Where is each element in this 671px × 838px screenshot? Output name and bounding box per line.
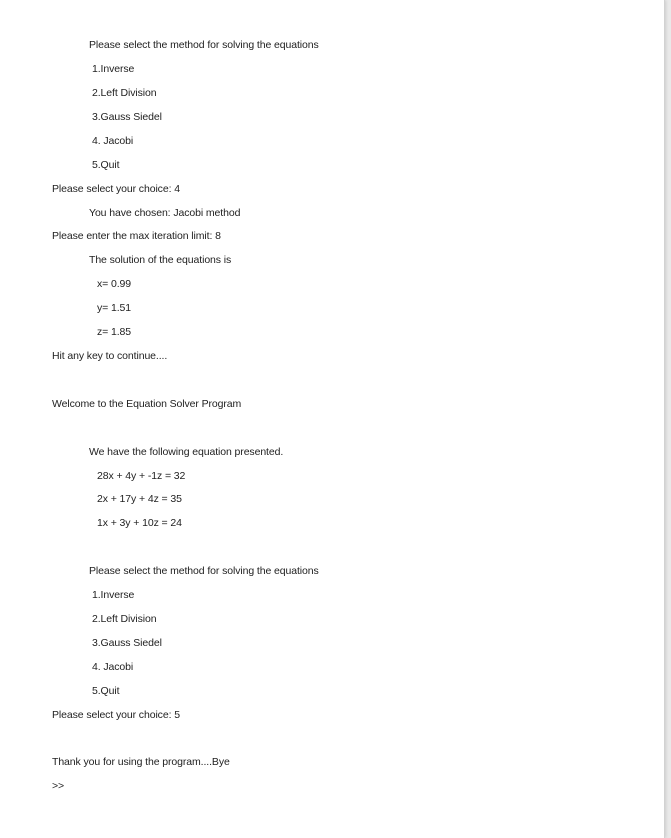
command-prompt: >> [52,780,65,792]
choice-line-2: Please select your choice: 5 [52,709,180,721]
solution-heading: The solution of the equations is [89,254,232,266]
welcome-line: Welcome to the Equation Solver Program [52,398,242,410]
menu-option-inverse-1: 1.Inverse [92,63,135,75]
menu-option-inverse-2: 1.Inverse [92,589,135,601]
continue-prompt: Hit any key to continue.... [52,350,168,362]
equation-3: 1x + 3y + 10z = 24 [97,517,182,529]
menu-option-left-division-1: 2.Left Division [92,87,157,99]
menu-option-quit-2: 5.Quit [92,685,120,697]
menu-option-quit-1: 5.Quit [92,159,120,171]
method-prompt-2: Please select the method for solving the equations [89,565,319,577]
equation-1: 28x + 4y + -1z = 32 [97,470,186,482]
menu-option-gauss-siedel-2: 3.Gauss Siedel [92,637,162,649]
iteration-limit-line: Please enter the max iteration limit: 8 [52,230,221,242]
equation-2: 2x + 17y + 4z = 35 [97,493,182,505]
chosen-method-line: You have chosen: Jacobi method [89,207,241,219]
goodbye-line: Thank you for using the program....Bye [52,756,230,768]
choice-line-1: Please select your choice: 4 [52,183,180,195]
solution-y: y= 1.51 [97,302,132,314]
menu-option-left-division-2: 2.Left Division [92,613,157,625]
menu-option-gauss-siedel-1: 3.Gauss Siedel [92,111,162,123]
solution-x: x= 0.99 [97,278,132,290]
menu-option-jacobi-1: 4. Jacobi [92,135,134,147]
solution-z: z= 1.85 [97,326,132,338]
equations-heading: We have the following equation presented. [89,446,284,458]
method-prompt-1: Please select the method for solving the equations [89,39,319,51]
menu-option-jacobi-2: 4. Jacobi [92,661,134,673]
